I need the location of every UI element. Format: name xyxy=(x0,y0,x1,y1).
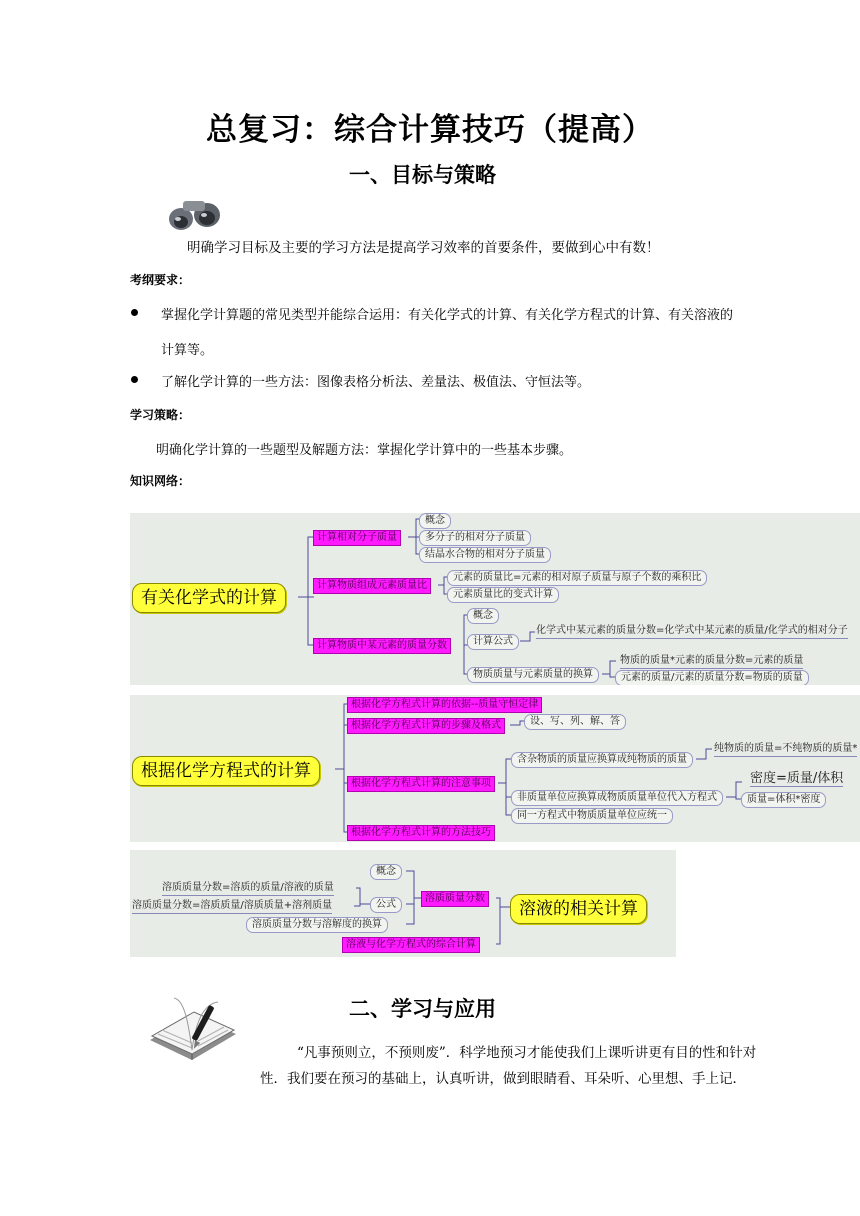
section-heading-learning: 二、学习与应用 xyxy=(349,997,496,1021)
map-formula: 化学式中某元素的质量分数=化学式中某元素的质量/化学式的相对分子 xyxy=(536,624,848,639)
map-branch: 计算相对分子质量 xyxy=(313,530,401,546)
map-branch: 根据化学方程式计算的方法技巧 xyxy=(347,825,495,841)
map-conversion: 物质的质量*元素的质量分数=元素的质量 xyxy=(620,654,803,669)
paragraph-line-1: “凡事预则立，不预则废”．科学地预习才能使我们上课听讲更有目的性和针对 xyxy=(297,1045,757,1061)
map-formula: 密度=质量/体积 xyxy=(750,771,844,786)
section-heading-goals: 一、目标与策略 xyxy=(349,163,496,187)
requirement-2: 了解化学计算的一些方法：图像表格分析法、差量法、极值法、守恒法等。 xyxy=(161,375,591,390)
map-root: 有关化学式的计算 xyxy=(132,583,286,613)
map-leaf: 物质质量与元素质量的换算 xyxy=(467,667,599,683)
map-root: 溶液的相关计算 xyxy=(510,894,647,924)
map-leaf: 概念 xyxy=(467,608,499,624)
strategy-text: 明确化学计算的一些题型及解题方法：掌握化学计算中的一些基本步骤。 xyxy=(156,443,573,458)
map-leaf: 非质量单位应换算成物质质量单位代入方程式 xyxy=(511,790,723,806)
bullet xyxy=(131,376,138,383)
map-root: 根据化学方程式的计算 xyxy=(132,756,320,786)
requirement-1-cont: 计算等。 xyxy=(161,343,214,358)
map-leaf: 计算公式 xyxy=(467,634,519,650)
map-leaf: 概念 xyxy=(419,513,451,529)
map-formula: 纯物质的质量=不纯物质的质量* xyxy=(714,742,857,757)
map-conversion: 元素的质量/元素的质量分数=物质的质量 xyxy=(615,670,809,685)
map-formula: 溶质质量分数=溶质质量/溶质质量+溶剂质量 xyxy=(132,899,332,914)
map-leaf: 同一方程式中物质质量单位应统一 xyxy=(511,808,673,824)
map-branch: 根据化学方程式计算的依据--质量守恒定律 xyxy=(347,697,542,713)
strategy-label: 学习策略： xyxy=(130,408,191,422)
map-leaf: 概念 xyxy=(370,864,402,880)
map-leaf: 含杂物质的质量应换算成纯物质的质量 xyxy=(511,752,693,768)
page-title: 总复习：综合计算技巧（提高） xyxy=(206,112,654,148)
map-leaf: 元素的质量比=元素的相对原子质量与原子个数的乘积比 xyxy=(447,570,707,586)
map-branch: 根据化学方程式计算的步骤及格式 xyxy=(347,718,505,734)
notebook-pen-icon xyxy=(144,990,240,1074)
requirement-1: 掌握化学计算题的常见类型并能综合运用：有关化学式的计算、有关化学方程式的计算、有关溶液的 xyxy=(161,308,734,323)
intro-text: 明确学习目标及主要的学习方法是提高学习效率的首要条件，要做到心中有数！ xyxy=(187,240,660,256)
requirements-label: 考纲要求： xyxy=(130,273,191,287)
network-label: 知识网络： xyxy=(130,474,191,488)
map-leaf: 公式 xyxy=(370,897,402,913)
map-leaf: 元素质量比的变式计算 xyxy=(447,587,559,603)
map-branch: 计算物质组成元素质量比 xyxy=(313,578,431,594)
bullet xyxy=(131,309,138,316)
map-branch: 根据化学方程式计算的注意事项 xyxy=(347,776,495,792)
map-leaf: 结晶水合物的相对分子质量 xyxy=(419,547,551,563)
map-branch: 计算物质中某元素的质量分数 xyxy=(313,638,451,654)
mindmap-chemical-equation xyxy=(130,695,860,842)
map-leaf: 设、写、列、解、答 xyxy=(524,714,626,730)
map-leaf: 多分子的相对分子质量 xyxy=(419,530,531,546)
map-branch: 溶质质量分数 xyxy=(421,891,489,907)
map-formula: 质量=体积*密度 xyxy=(741,792,826,808)
map-branch: 溶液与化学方程式的综合计算 xyxy=(342,937,480,953)
paragraph-line-2: 性．我们要在预习的基础上，认真听讲，做到眼睛看、耳朵听、心里想、手上记． xyxy=(260,1071,746,1087)
map-formula: 溶质质量分数=溶质的质量/溶液的质量 xyxy=(162,881,334,896)
map-leaf: 溶质质量分数与溶解度的换算 xyxy=(246,917,388,933)
mindmap-chemical-formula xyxy=(130,513,860,685)
mindmap-solution xyxy=(130,850,676,957)
binoculars-icon xyxy=(165,193,225,233)
